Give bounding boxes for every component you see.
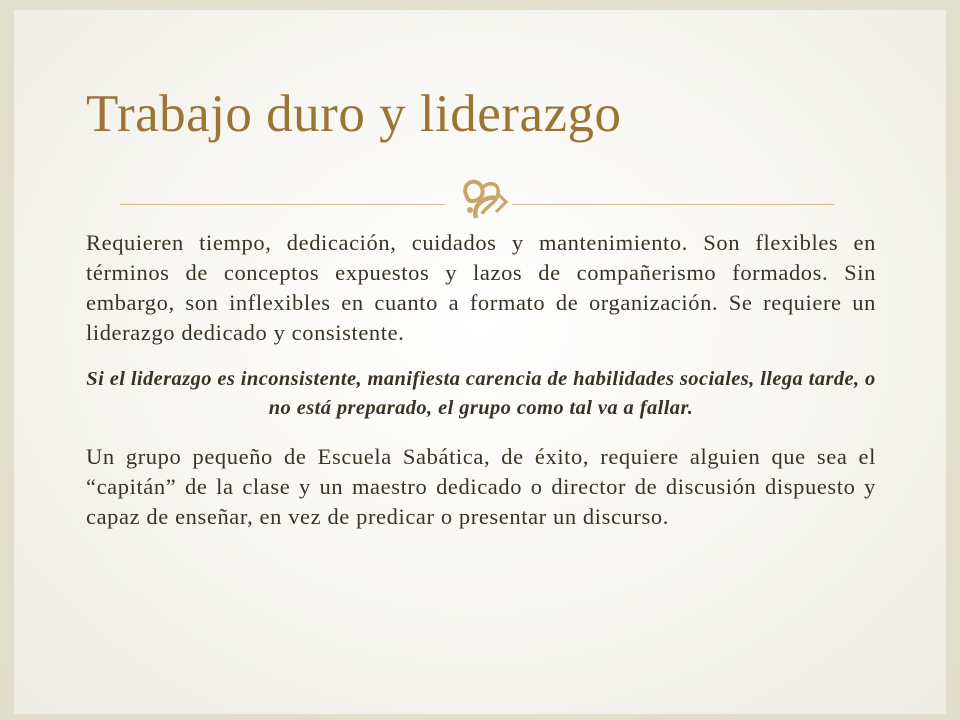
title-divider-left (120, 204, 445, 205)
paragraph-emphasis: Si el liderazgo es inconsistente, manifiesta carencia de habilidades sociales, llega tarde, o no está preparado, el grupo como tal va a fallar. (86, 367, 876, 420)
slide-title: Trabajo duro y liderazgo (86, 85, 622, 143)
paragraph-intro: Requieren tiempo, dedicación, cuidados y mantenimiento. Son flexibles en términos de conceptos expuestos y lazos de compañerismo formados. Sin embargo, son inflexibles en cuanto a formato de organización. Se requiere un liderazgo dedicado y consistente. (86, 230, 876, 345)
title-divider-right (512, 204, 834, 205)
fleuron-icon (446, 174, 512, 224)
paragraph-closing: Un grupo pequeño de Escuela Sabática, de éxito, requiere alguien que sea el “capitán” de la clase y un maestro dedicado o director de discusión dispuesto y capaz de enseñar, en vez de predicar o presentar un discurso. (86, 444, 876, 529)
slide-body (86, 228, 876, 532)
